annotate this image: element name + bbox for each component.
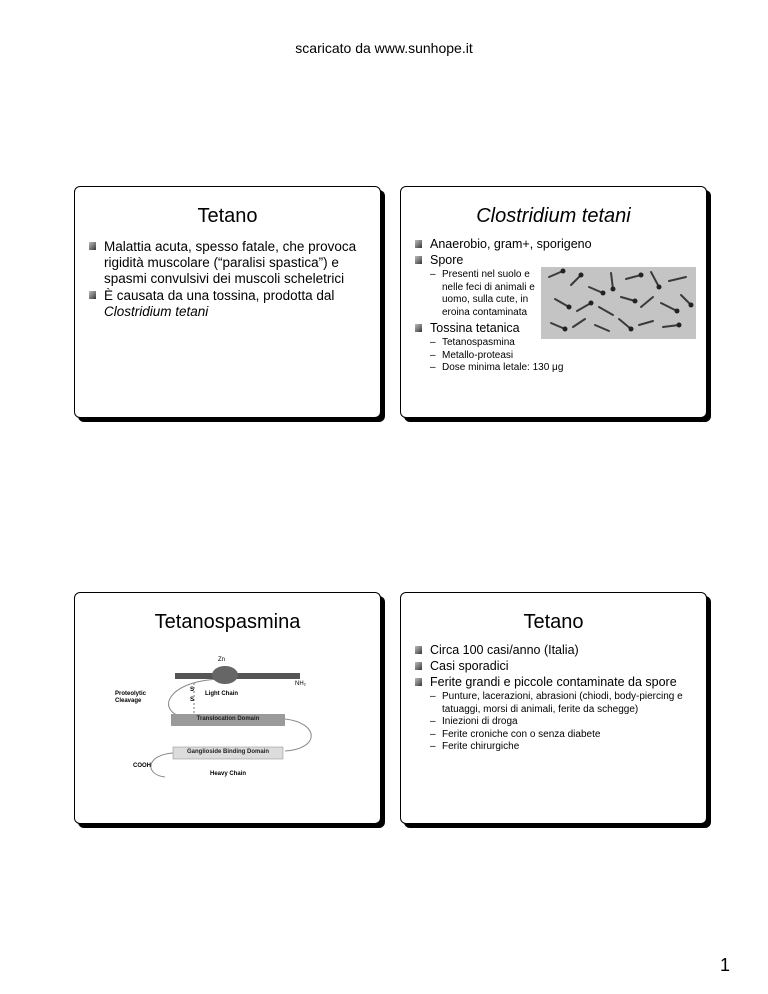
disulfide-s2-label: S <box>190 697 195 703</box>
bullet-marker-icon <box>415 256 422 264</box>
slide-clostridium <box>400 186 707 418</box>
slide-tetano-epidemiology <box>400 592 707 824</box>
ganglioside-domain-label: Ganglioside Binding Domain <box>186 749 269 755</box>
sub-bullet-item: – Iniezioni di droga <box>430 716 518 727</box>
page-number: 1 <box>719 955 730 975</box>
light-chain-label: Light Chain <box>205 691 238 697</box>
bullet-item <box>413 675 696 690</box>
sub-bullet-item: – Ferite croniche con o senza diabete <box>430 728 601 740</box>
sub-bullet-item: – Metallo-proteasi <box>430 349 514 361</box>
bullet-list <box>87 239 370 321</box>
sub-bullet-list <box>430 269 538 319</box>
bullet-text: Casi sporadici <box>430 659 509 673</box>
sub-bullet-text: Ferite croniche con o senza diabete <box>442 728 601 740</box>
bullet-text: Spore <box>430 253 464 267</box>
bullet-text: Circa 100 casi/anno (Italia) <box>430 643 579 657</box>
sub-bullet-text: Punture, lacerazioni, abrasioni (chiodi, body-piercing e tatuaggi, morsi di animali, ferite da schegge) <box>442 691 683 715</box>
bullet-text: Malattia acuta, spesso fatale, che provoca rigidità muscolare (“paralisi spastica”) e spasmi convulsivi dei muscoli scheletrici <box>104 239 357 286</box>
sub-bullet-item: – Punture, lacerazioni, abrasioni (chiodi, body-piercing e tatuaggi, morsi di animali, ferite da schegge) <box>430 691 683 715</box>
slide-title: Tetano <box>523 611 584 633</box>
slide-title: Clostridium tetani <box>476 205 631 227</box>
toxin-structure-diagram <box>115 653 335 803</box>
bacteria-micrograph-image <box>541 267 696 339</box>
bullet-item <box>413 253 696 268</box>
slide-title: Tetano <box>197 205 258 227</box>
sub-bullet-text: Dose minima letale: 130 μg <box>442 362 564 373</box>
bullet-item <box>413 659 696 674</box>
bullet-text: È causata da una tossina, prodotta dal <box>104 288 335 303</box>
sub-bullet-item: – Presenti nel suolo e nelle feci di animali e uomo, sulla cute, in eroina contaminata <box>430 269 535 318</box>
bullet-italic-text: Clostridium tetani <box>104 304 209 319</box>
bullet-text: Tossina tetanica <box>430 321 520 335</box>
bullet-text: Ferite grandi e piccole contaminate da spore <box>430 675 677 689</box>
sub-bullet-item: – Tetanospasmina <box>430 337 515 348</box>
sub-bullet-list <box>430 691 696 754</box>
cooh-label: COOH <box>133 763 151 769</box>
nh2-label: NH₂ <box>295 681 306 687</box>
disulfide-s1-label: S <box>190 687 195 693</box>
bullet-marker-icon <box>415 324 422 332</box>
zn-label: Zn <box>218 657 226 663</box>
sub-bullet-text: Ferite chirurgiche <box>442 741 520 752</box>
sub-bullet-text: Metallo-proteasi <box>442 349 514 361</box>
sub-bullet-list <box>430 337 696 375</box>
bullet-marker-icon <box>415 646 422 654</box>
sub-bullet-text: Tetanospasmina <box>442 337 515 348</box>
bullet-marker-icon <box>415 678 422 686</box>
sub-bullet-text: Presenti nel suolo e nelle feci di animali e uomo, sulla cute, in eroina contaminata <box>442 269 535 318</box>
sub-bullet-item: – Dose minima letale: 130 μg <box>430 362 564 373</box>
cleavage-label: Cleavage <box>115 698 142 704</box>
bullet-marker-icon <box>89 291 96 299</box>
bullet-marker-icon <box>415 240 422 248</box>
bullet-item <box>413 237 696 252</box>
bullet-text: Anaerobio, gram+, sporigeno <box>430 237 592 251</box>
slide-tetanospasmina <box>74 592 381 824</box>
bullet-item <box>87 239 370 287</box>
bullet-marker-icon <box>89 242 96 250</box>
translocation-domain-label: Translocation Domain <box>196 716 260 722</box>
sub-bullet-item: – Ferite chirurgiche <box>430 741 520 752</box>
bullet-list <box>413 643 696 754</box>
bullet-item <box>413 643 696 658</box>
heavy-chain-label: Heavy Chain <box>209 771 246 777</box>
bullet-marker-icon <box>415 662 422 670</box>
page-header: scaricato da www.sunhope.it <box>295 40 473 56</box>
slide-title: Tetanospasmina <box>154 611 301 633</box>
slide-tetano-intro <box>74 186 381 418</box>
heavy-chain-loop <box>169 679 225 717</box>
zn-site-icon <box>212 666 238 684</box>
bullet-item <box>87 288 370 320</box>
sub-bullet-text: Iniezioni di droga <box>442 716 518 727</box>
proteolytic-label: Proteolytic <box>115 691 147 697</box>
